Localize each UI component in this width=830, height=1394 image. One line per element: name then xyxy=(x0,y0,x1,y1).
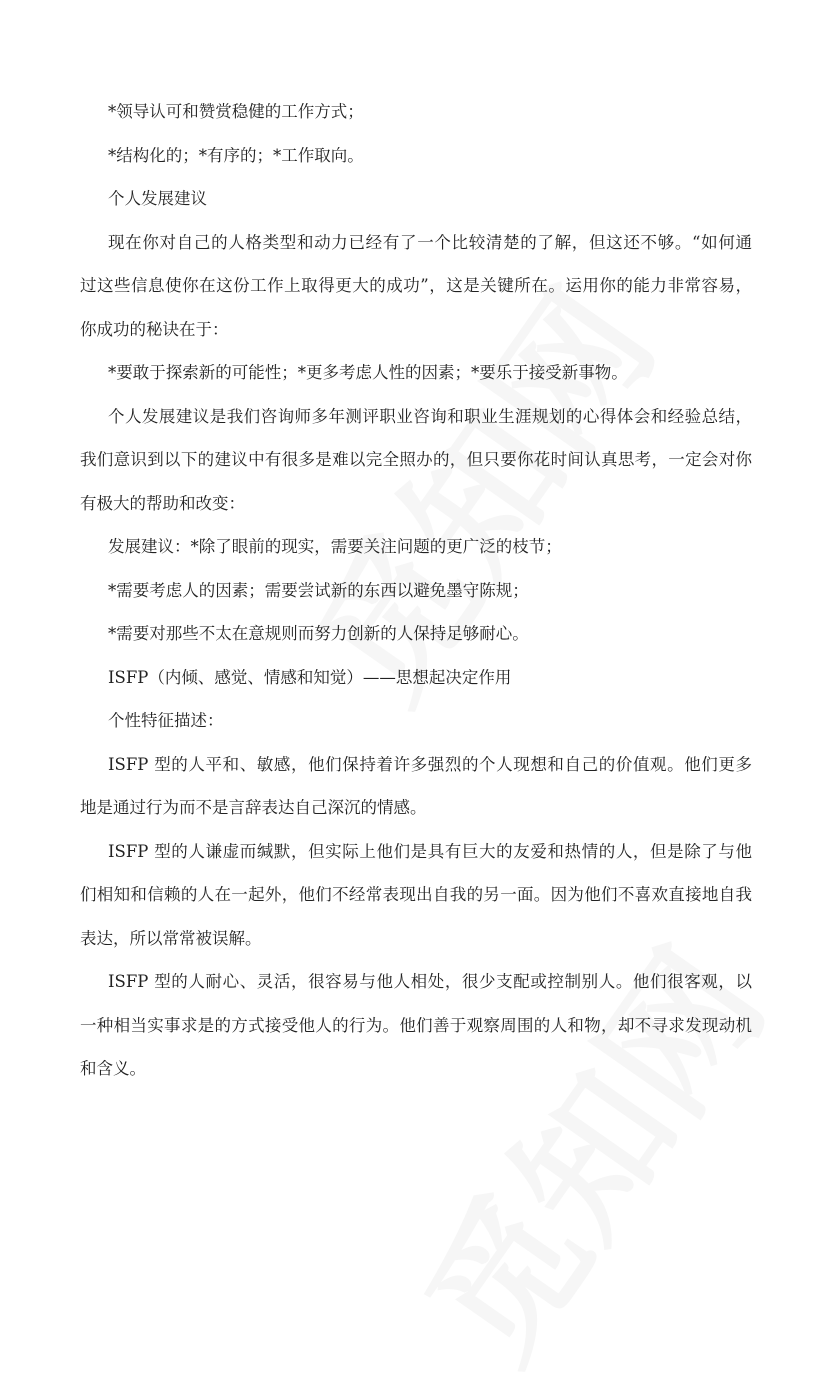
paragraph xyxy=(80,830,752,961)
text-line: 和含义。 xyxy=(80,1059,146,1078)
text-line: ISFP 型的人耐心、灵活，很容易与他人相处，很少支配或控制别人。他们很客观，以 xyxy=(108,972,752,991)
text-line: 我们意识到以下的建议中有很多是难以完全照办的，但只要你花时间认真思考，一定会对你 xyxy=(80,450,752,469)
text-line: 表达，所以常常被误解。 xyxy=(80,928,262,948)
paragraph xyxy=(80,656,752,700)
text-line: ISFP 型的人谦虚而缄默，但实际上他们是具有巨大的友爱和热情的人，但是除了与他 xyxy=(108,841,752,861)
paragraph xyxy=(80,134,752,178)
paragraph xyxy=(80,612,752,656)
paragraph xyxy=(80,569,752,613)
text-line: *要敢于探索新的可能性；*更多考虑人性的因素；*要乐于接受新事物。 xyxy=(108,363,628,382)
text-line: 个人发展建议 xyxy=(108,189,207,208)
paragraph xyxy=(80,699,752,743)
paragraph xyxy=(80,960,752,1091)
text-line: 你成功的秘诀在于： xyxy=(80,319,229,339)
text-line: 地是通过行为而不是言辞表达自己深沉的情感。 xyxy=(80,798,427,817)
text-line: *领导认可和赞赏稳健的工作方式； xyxy=(108,102,364,121)
paragraph xyxy=(80,90,752,134)
text-line: 们相知和信赖的人在一起外，他们不经常表现出自我的另一面。因为他们不喜欢直接地自我 xyxy=(80,885,752,904)
paragraph xyxy=(80,351,752,395)
paragraph xyxy=(80,743,752,830)
text-line: 一种相当实事求是的方式接受他人的行为。他们善于观察周围的人和物，却不寻求发现动机 xyxy=(80,1015,752,1035)
document-page xyxy=(80,90,752,1091)
text-line: *需要考虑人的因素；需要尝试新的东西以避免墨守陈规； xyxy=(108,580,529,600)
text-line: 现在你对自己的人格类型和动力已经有了一个比较清楚的了解，但这还不够。“如何通 xyxy=(108,232,752,252)
text-line: 过这些信息使你在这份工作上取得更大的成功”，这是关键所在。运用你的能力非常容易， xyxy=(80,276,752,295)
text-line: 个人发展建议是我们咨询师多年测评职业咨询和职业生涯规划的心得体会和经验总结， xyxy=(108,406,752,426)
text-line: 发展建议：*除了眼前的现实，需要关注问题的更广泛的枝节； xyxy=(108,537,562,556)
text-line: ISFP 型的人平和、敏感，他们保持着许多强烈的个人现想和自己的价值观。他们更多 xyxy=(108,754,752,774)
text-line: *需要对那些不太在意规则而努力创新的人保持足够耐心。 xyxy=(108,624,529,643)
paragraph xyxy=(80,395,752,526)
text-line: 有极大的帮助和改变： xyxy=(80,493,245,513)
paragraph xyxy=(80,177,752,221)
text-line: 个性特征描述： xyxy=(108,711,224,730)
text-line: *结构化的；*有序的；*工作取向。 xyxy=(108,145,364,165)
paragraph xyxy=(80,221,752,352)
paragraph xyxy=(80,525,752,569)
text-line: ISFP（内倾、感觉、情感和知觉）——思想起决定作用 xyxy=(108,667,512,687)
